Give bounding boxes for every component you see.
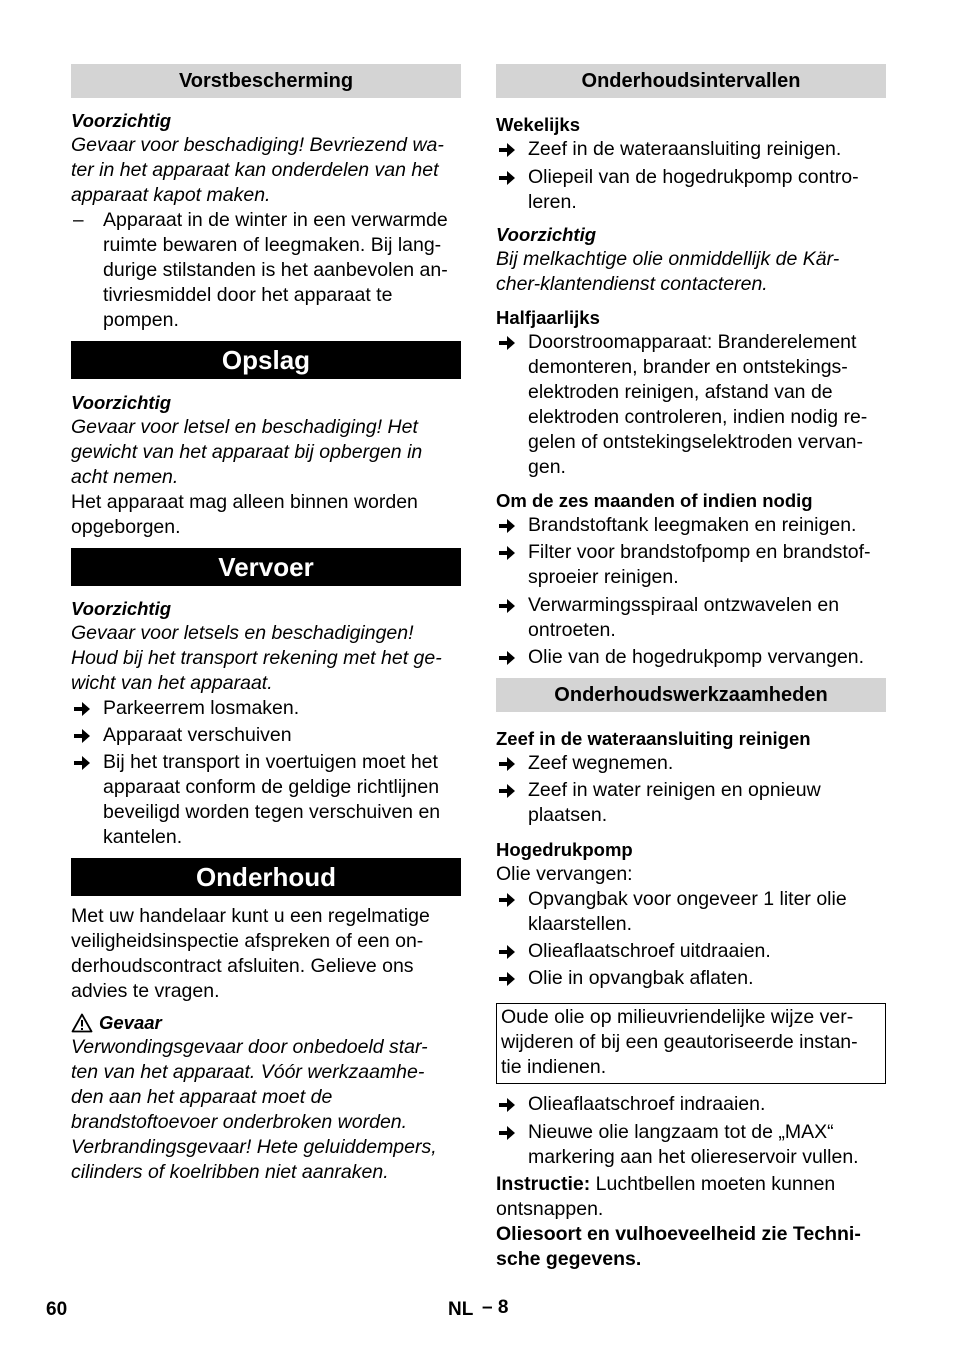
subheading-zes-maanden: Om de zes maanden of indien nodig [496, 490, 813, 511]
instruction-label: Instructie: [496, 1173, 591, 1195]
arrow-right-icon [498, 1120, 522, 1145]
arrow-right-icon [498, 513, 522, 538]
list-item: Olie van de hogedrukpomp vervangen. [496, 645, 886, 670]
left-column [71, 64, 461, 1185]
arrow-right-icon [498, 751, 522, 776]
body-text: Met uw handelaar kunt u een regelmatige veiligheidsinspectie afspreken of een on- derhoudscontract afsluiten. Gelieve ons advies te vragen. [71, 905, 430, 1002]
instruction-text: Instructie: Luchtbellen moeten kunnen ontsnappen. [496, 1173, 836, 1220]
caution-label: Voorzichtig [71, 110, 172, 131]
caution-label: Voorzichtig [71, 392, 172, 413]
list-item: Olie in opvangbak aflaten. [496, 966, 886, 991]
list-item: Verwarmingsspiraal ontzwavelen en ontroeten. [496, 593, 886, 643]
list-item: Filter voor brandstofpomp en brandstof- sproeier reinigen. [496, 540, 886, 590]
dash-item: – Apparaat in de winter in een verwarmde ruimte bewaren of leegmaken. Bij lang- durige stilstanden is het aanbevolen an- tivriesmiddel door het apparaat te pompen. [73, 209, 448, 331]
arrow-right-icon [498, 1092, 522, 1117]
list-item: Zeef wegnemen. [496, 751, 886, 776]
caution-label: Voorzichtig [71, 598, 172, 619]
arrow-right-icon [498, 540, 522, 565]
arrow-right-icon [498, 887, 522, 912]
list-item: Olieaflaatschroef indraaien. [496, 1092, 886, 1117]
list-item: Opvangbak voor ongeveer 1 liter olie klaarstellen. [496, 887, 886, 937]
danger-label: Gevaar [71, 1010, 461, 1035]
arrow-right-icon [498, 165, 522, 190]
heading-onderhoud: Onderhoud [71, 858, 461, 896]
arrow-right-icon [498, 966, 522, 991]
list-item: Parkeerrem losmaken. [71, 696, 461, 721]
arrow-right-icon [498, 939, 522, 964]
caution-text: Gevaar voor letsels en beschadigingen! Houd bij het transport rekening met het ge- wicht van het apparaat. [71, 622, 442, 694]
caution-text: Gevaar voor beschadiging! Bevriezend wa- ter in het apparaat kan onderdelen van het apparaat kapot maken. [71, 134, 444, 206]
list-item: Zeef in water reinigen en opnieuw plaatsen. [496, 778, 886, 828]
right-column [496, 64, 886, 1272]
list-item: Brandstoftank leegmaken en reinigen. [496, 513, 886, 538]
page-number: 60 [46, 1299, 68, 1320]
arrow-right-icon [73, 750, 97, 775]
list-item: Doorstroomapparaat: Branderelement demonteren, brander en ontstekings- elektroden reinigen, afstand van de elektroden controleren, indien nodig re- gelen of ontstekingselektroden vervan- gen. [496, 330, 886, 480]
arrow-right-icon [498, 593, 522, 618]
note-box: Oude olie op milieuvriendelijke wijze ver- wijderen of bij een geautoriseerde instan- tie indienen. [496, 1003, 886, 1084]
list-item: Apparaat verschuiven [71, 723, 461, 748]
heading-onderhoudsintervallen: Onderhoudsintervallen [496, 64, 886, 98]
dash-marker: – [73, 210, 84, 231]
list-item: Nieuwe olie langzaam tot de „MAX“ markering aan het oliereservoir vullen. [496, 1120, 886, 1170]
warning-triangle-icon [71, 1013, 93, 1033]
heading-opslag: Opslag [71, 341, 461, 379]
danger-text: Verwondingsgevaar door onbedoeld star- ten van het apparaat. Vóór werkzaamhe- den aan het apparaat moet de brandstoftoevoer onderbroken worden. Verbrandingsgevaar! Hete geluiddempers, cilinders of koelribben niet aanraken. [71, 1036, 437, 1183]
list-item: Olieaflaatschroef uitdraaien. [496, 939, 886, 964]
list-item: Bij het transport in voertuigen moet het apparaat conform de geldige richtlijnen beveiligd worden tegen verschuiven en kantelen. [71, 750, 461, 850]
subheading-hogedrukpomp: Hogedrukpomp [496, 839, 633, 860]
caution-text: Gevaar voor letsel en beschadiging! Het gewicht van het apparaat bij opbergen in acht nemen. [71, 416, 423, 488]
arrow-right-icon [73, 723, 97, 748]
body-text: Het apparaat mag alleen binnen worden opgeborgen. [71, 491, 418, 538]
arrow-right-icon [498, 137, 522, 162]
caution-label: Voorzichtig [496, 224, 597, 245]
list-item: Oliepeil van de hogedrukpomp contro- leren. [496, 165, 886, 215]
section-page: – 8 [482, 1297, 509, 1318]
language-code: NL [448, 1299, 474, 1320]
heading-onderhoudswerkzaamheden: Onderhoudswerkzaamheden [496, 678, 886, 712]
final-note: Oliesoort en vulhoeveelheid zie Techni- sche gegevens. [496, 1223, 861, 1270]
subheading-zeef: Zeef in de wateraansluiting reinigen [496, 728, 811, 749]
arrow-right-icon [498, 778, 522, 803]
subheading-halfjaarlijks: Halfjaarlijks [496, 307, 600, 328]
heading-vervoer: Vervoer [71, 548, 461, 586]
list-item: Zeef in de wateraansluiting reinigen. [496, 137, 886, 162]
body-text: Olie vervangen: [496, 863, 633, 885]
arrow-right-icon [498, 330, 522, 355]
arrow-right-icon [73, 696, 97, 721]
arrow-right-icon [498, 645, 522, 670]
heading-vorstbescherming: Vorstbescherming [71, 64, 461, 98]
subheading-wekelijks: Wekelijks [496, 114, 580, 135]
caution-text: Bij melkachtige olie onmiddellijk de Kär- cher-klantendienst contacteren. [496, 248, 840, 295]
